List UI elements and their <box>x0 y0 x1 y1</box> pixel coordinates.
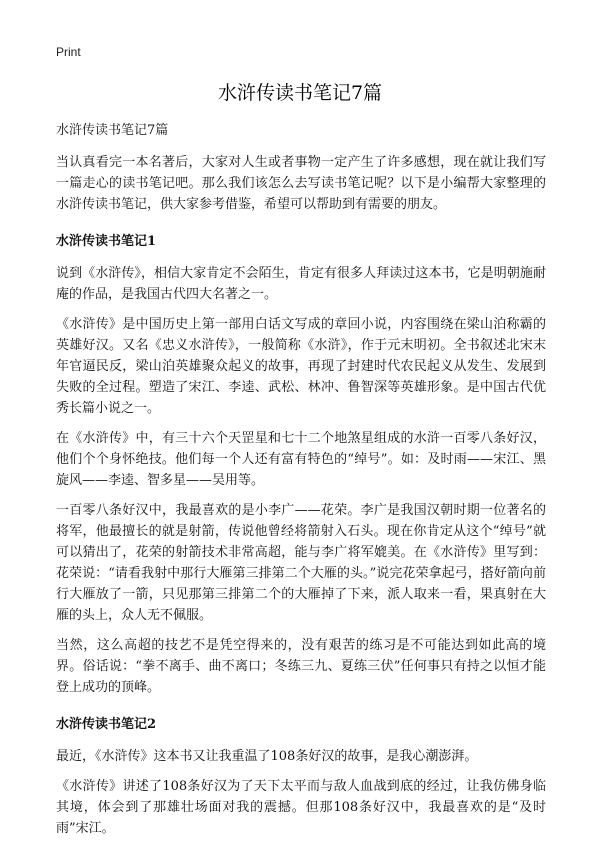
intro-paragraph: 当认真看完一本名著后，大家对人生或者事物一定产生了许多感想，现在就让我们写一篇走心的读书笔记吧。那么我们该怎么去写读书笔记呢？以下是小编帮大家整理的水浒传读书笔记，供大家参考借鉴，希望可以帮助到有需要的朋友。 <box>56 155 546 212</box>
paragraph: 《水浒传》讲述了108条好汉为了天下太平而与敌人血战到底的经过，让我仿佛身临其境，体会到了那雄壮场面对我的震撼。但那108条好汉中，我最喜欢的是“及时雨”宋江。 <box>56 779 546 836</box>
paragraph: 在《水浒传》中，有三十六个天罡星和七十二个地煞星组成的水浒一百零八条好汉，他们个个身怀绝技。他们每一个人还有富有特色的“绰号”。如：及时雨——宋江、黑旋风——李逵、智多星——吴用等。 <box>56 431 546 488</box>
section-heading-2: 水浒传读书笔记2 <box>56 717 157 732</box>
paragraph: 说到《水浒传》，相信大家肯定不会陌生，肯定有很多人拜读过这本书，它是明朝施耐庵的作品，是我国古代四大名著之一。 <box>56 266 546 302</box>
page-title: 水浒传读书笔记7篇 <box>217 82 383 104</box>
paragraph: 一百零八条好汉中，我最喜欢的是小李广——花荣。李广是我国汉朝时期一位著名的将军，他最擅长的就是射箭，传说他曾经将箭射入石头。现在你肯定从这个“绰号”就可以猜出了，花荣的射箭技术非常高超，能与李广将军媲美。在《水浒传》里写到：花荣说：“请看我射中那行大雁第三排第二个大雁的头。”说完花荣拿起弓，搭好箭向前行大雁放了一箭，只见那第三排第二个的大雁掉了下来，派人取来一看，果真射在大雁的头上，众人无不佩服。 <box>56 503 546 623</box>
paragraph: 当然，这么高超的技艺不是凭空得来的，没有艰苦的练习是不可能达到如此高的境界。俗话说：“拳不离手、曲不离口；冬练三九、夏练三伏”任何事只有持之以恒才能登上成功的顶峰。 <box>56 638 546 695</box>
document-body <box>56 120 546 848</box>
print-link[interactable]: Print <box>56 45 81 59</box>
document-subtitle: 水浒传读书笔记7篇 <box>56 123 169 138</box>
paragraph: 《水浒传》是中国历史上第一部用白话文写成的章回小说，内容围绕在梁山泊称霸的英雄好汉。又名《忠义水浒传》，一般简称《水浒》，作于元末明初。全书叙述北宋末年官逼民反，梁山泊英雄聚众起义的故事，再现了封建时代农民起义从发生、发展到失败的全过程。塑造了宋江、李逵、武松、林冲、鲁智深等英雄形象。是中国古代优秀长篇小说之一。 <box>56 317 546 416</box>
section-heading-1: 水浒传读书笔记1 <box>56 234 157 249</box>
paragraph: 最近，《水浒传》这本书又让我重温了108条好汉的故事，是我心潮澎湃。 <box>56 749 478 764</box>
